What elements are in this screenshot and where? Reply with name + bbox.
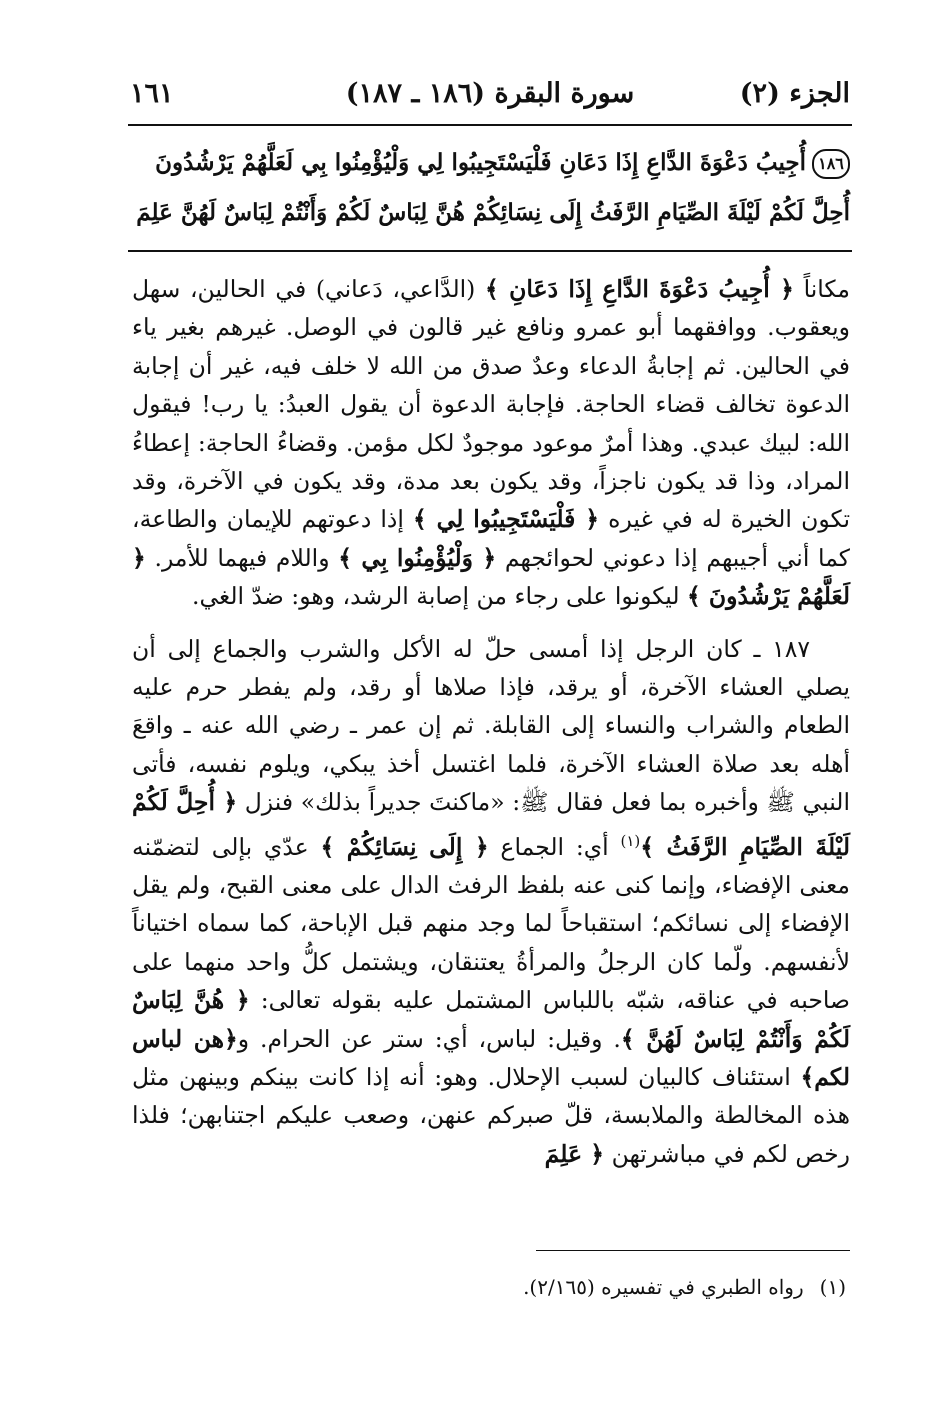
- footnote: [132, 1272, 846, 1302]
- footnote-reference[interactable]: (١): [620, 831, 641, 850]
- verse-rule: [128, 250, 852, 252]
- page-header: [130, 72, 850, 120]
- quran-quote: ﴿هن لباس لكم﴾: [132, 1024, 850, 1091]
- verse-marker: ١٨٦: [812, 149, 850, 179]
- paragraph-2: [132, 630, 850, 1174]
- text-run: . وقيل: لباس، أي: ستر عن الحرام. و: [237, 1024, 621, 1053]
- page-number: ١٦١: [130, 78, 174, 109]
- quran-quote: ﴿ إِلَى نِسَائِكُمْ ﴾: [320, 832, 489, 861]
- quran-verse-line-2: [132, 190, 850, 236]
- text-run: أي: الجماع: [500, 832, 609, 861]
- text-run: عدّي بإلى لتضمّنه معنى الإفضاء، وإنما كنى عنه بلفظ الرفث الدال على معنى القبح، ولم يقل الإفضاء إلى نسائكم؛ استقباحاً لما وجد منهم قبل الإباحة، كما سماه اختياناً لأنفسهم. ولّما كان الرجلُ والمرأةُ يعتنقان، ويشتمل كلُّ واحد منهما على صاحبه في عناقه، شبّه باللباس المشتمل عليه بقوله تعالى:: [132, 832, 850, 1015]
- text-run: (الدَّاعي، دَعاني) في الحالين، سهل ويعقوب. ووافقهما أبو عمرو ونافع غير قالون في الوصل. غيرهم بغير ياء في الحالين. ثم إجابةُ الدعاء وعدٌ صدق من الله لا خلف فيه، غير أن إجابة الدعوة تخالف قضاء الحاجة. فإجابة الدعوة أن يقول العبدُ: يا رب! فيقول الله: لبيك عبدي. وهذا أمرٌ موعود موجودٌ لكل مؤمن. وقضاءُ الحاجة: إعطاءُ المراد، وذا قد يكون ناجزاً، وقد يكون بعد مدة، وقد يكون في الآخرة، وقد تكون الخيرة له في غيره: [132, 275, 850, 534]
- quran-quote: ﴿ عَلِمَ: [544, 1139, 605, 1168]
- text-run: استئناف كالبيان لسبب الإحلال. وهو: أنه إذا كانت بينكم وبينهن مثل هذه المخالطة والملابسة، قلّ صبركم عنهن، وصعب عليكم اجتنابهن؛ فلذا رخص لكم في مباشرتهن: [132, 1062, 850, 1168]
- text-run: مكاناً: [803, 275, 850, 303]
- verse-text-2: أُحِلَّ لَكُمْ لَيْلَةَ الصِّيَامِ الرَّفَثُ إِلَى نِسَائِكُمْ هُنَّ لِبَاسٌ لَكُمْ وَأَنْتُمْ لِبَاسٌ لَهُنَّ عَلِمَ: [136, 199, 850, 226]
- commentary-body: [132, 270, 850, 1173]
- quran-quote: ﴿ وَلْيُؤْمِنُوا بِي ﴾: [338, 543, 497, 572]
- quran-quote: ﴿ لَعَلَّهُمْ يَرْشُدُونَ ﴾: [132, 543, 850, 611]
- quran-verse-line-1: [132, 140, 850, 186]
- text-run: ليكونوا على رجاء من إصابة الرشد، وهو: ضدّ الغي.: [191, 582, 680, 611]
- paragraph-1: [132, 270, 850, 616]
- quran-quote: ﴿ أُحِلَّ لَكُمْ لَيْلَةَ الصِّيَامِ الرَّفَثُ ﴾: [132, 788, 850, 861]
- footnote-number: (١): [819, 1275, 846, 1299]
- footnote-rule: [536, 1250, 850, 1251]
- verse-text-1: أُجِيبُ دَعْوَةَ الدَّاعِ إِذَا دَعَانِ فَلْيَسْتَجِيبُوا لِي وَلْيُؤْمِنُوا بِي لَعَلَّهُمْ يَرْشُدُونَ: [155, 149, 806, 176]
- quran-quote: ﴿ أُجِيبُ دَعْوَةَ الدَّاعِ إِذَا دَعَانِ ﴾: [485, 275, 794, 303]
- quran-quote: ﴿ فَلْيَسْتَجِيبُوا لِي ﴾: [413, 505, 600, 534]
- text-run: واللام فيهما للأمر.: [154, 543, 330, 572]
- text-run: إذا دعوتهم للإيمان والطاعة، كما أني أجيبهم إذا دعوني لحوائجهم: [132, 505, 850, 572]
- footnote-text: رواه الطبري في تفسيره (٢/١٦٥).: [523, 1275, 804, 1299]
- header-rule: [128, 124, 852, 126]
- quran-quote: ﴿ هُنَّ لِبَاسٌ لَكُمْ وَأَنْتُمْ لِبَاسٌ لَهُنَّ ﴾: [132, 986, 850, 1053]
- part-label: الجزء (٢): [739, 78, 850, 109]
- surah-title: سورة البقرة (١٨٦ ـ ١٨٧): [345, 78, 635, 109]
- text-run: ١٨٧ ـ كان الرجل إذا أمسى حلّ له الأكل والشرب والجماع إلى أن يصلي العشاء الآخرة، أو يرقد، فإذا صلاها أو رقد، ولم يفطر حرم عليه الطعام والشراب والنساء إلى القابلة. ثم إن عمر ـ رضي الله عنه ـ واقعَ أهله بعد صلاة العشاء الآخرة، فلما اغتسل أخذ يبكي، ويلوم نفسه، فأتى النبي ﷺ وأخبره بما فعل فقال ﷺ: «ماكنتَ جديراً بذلك» فنزل: [132, 634, 850, 817]
